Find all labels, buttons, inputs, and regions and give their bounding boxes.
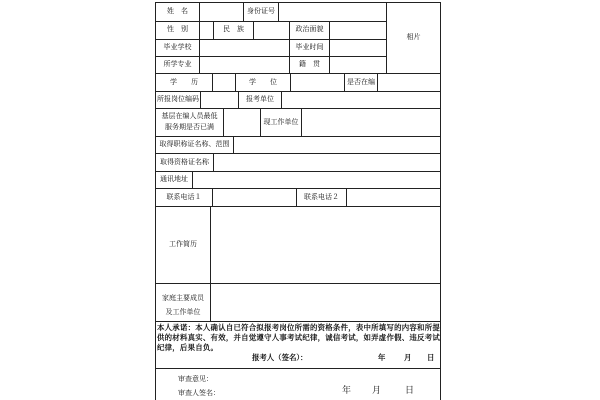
col-line	[278, 2, 279, 21]
label-position-code: 所报岗位编码	[157, 95, 199, 103]
label-phone1: 联系电话１	[166, 193, 202, 201]
label-major: 所学专业	[163, 60, 192, 68]
review-opinion: 审查意见：	[178, 375, 213, 383]
col-line	[200, 91, 201, 108]
row-line	[155, 206, 441, 207]
col-line	[346, 188, 347, 206]
col-line	[192, 171, 193, 188]
row-line	[155, 56, 386, 57]
label-title-cert: 取得职称证名称、范围	[159, 140, 230, 148]
form-border-top	[155, 2, 441, 3]
col-line	[281, 91, 282, 108]
label-grassroots-line2: 服务期是否已满	[165, 123, 214, 131]
col-line	[290, 73, 291, 91]
row-line	[155, 108, 441, 109]
label-education: 学 历	[170, 78, 198, 86]
review-year: 年	[342, 386, 352, 396]
row-line	[155, 39, 386, 40]
col-line	[329, 21, 330, 73]
label-degree: 学 位	[249, 78, 277, 86]
label-unit: 报考单位	[246, 95, 274, 103]
row-line	[155, 368, 441, 369]
form-border-right	[440, 2, 441, 400]
review-signer: 审查人签名：	[178, 389, 220, 397]
label-school: 毕业学校	[163, 43, 192, 51]
row-line	[155, 153, 441, 154]
label-resume: 工作简历	[169, 240, 197, 248]
label-gender: 性 别	[167, 25, 188, 33]
col-line	[253, 21, 254, 39]
row-line	[155, 283, 441, 284]
row-line	[155, 321, 441, 322]
label-native-place: 籍 贯	[299, 60, 320, 68]
pledge-year: 年	[378, 353, 386, 362]
label-id-number: 身份证号	[247, 7, 275, 15]
col-line	[233, 136, 234, 153]
col-line	[377, 73, 378, 91]
col-line	[223, 108, 224, 136]
pledge-text: 本人承诺：本人确认自已符合拟报考岗位所需的资格条件，表中所填写的内容和所提供的材料真实、有效，并自觉遵守人事考试纪律，诚信考试，如弄虚作假、违反考试纪律，后果自负。	[157, 323, 440, 352]
label-qual-cert: 取得资格证名称	[160, 158, 209, 166]
row-line	[155, 188, 441, 189]
label-phone2: 联系电话２	[304, 193, 339, 201]
review-day: 日	[405, 386, 415, 396]
row-line	[155, 73, 441, 74]
label-family-line2: 及工作单位	[165, 308, 201, 316]
pledge-month: 月	[404, 353, 412, 362]
row-line	[155, 171, 441, 172]
label-current-unit: 现工作单位	[263, 118, 299, 126]
col-line	[199, 2, 200, 73]
label-family-line1: 家庭主要成员	[162, 294, 204, 302]
review-month: 月	[372, 386, 382, 396]
col-line	[301, 108, 302, 136]
label-ethnicity: 民 族	[223, 25, 244, 33]
label-address: 通讯地址	[160, 175, 188, 183]
row-line	[155, 91, 441, 92]
label-name: 姓 名	[167, 7, 188, 15]
label-political-status: 政治面貌	[295, 25, 324, 33]
col-line	[212, 73, 213, 91]
col-line	[210, 206, 211, 321]
label-on-staff: 是否在编	[347, 78, 375, 86]
label-grassroots-line1: 基层在编人员最低	[161, 112, 218, 120]
col-line	[213, 153, 214, 171]
pledge-signer: 报考人（签名）：	[252, 353, 308, 362]
col-line	[212, 188, 213, 206]
row-line	[155, 136, 441, 137]
pledge-day: 日	[427, 353, 435, 362]
label-photo: 相片	[406, 33, 421, 41]
label-grad-time: 毕业时间	[295, 43, 324, 51]
row-line	[155, 21, 386, 22]
